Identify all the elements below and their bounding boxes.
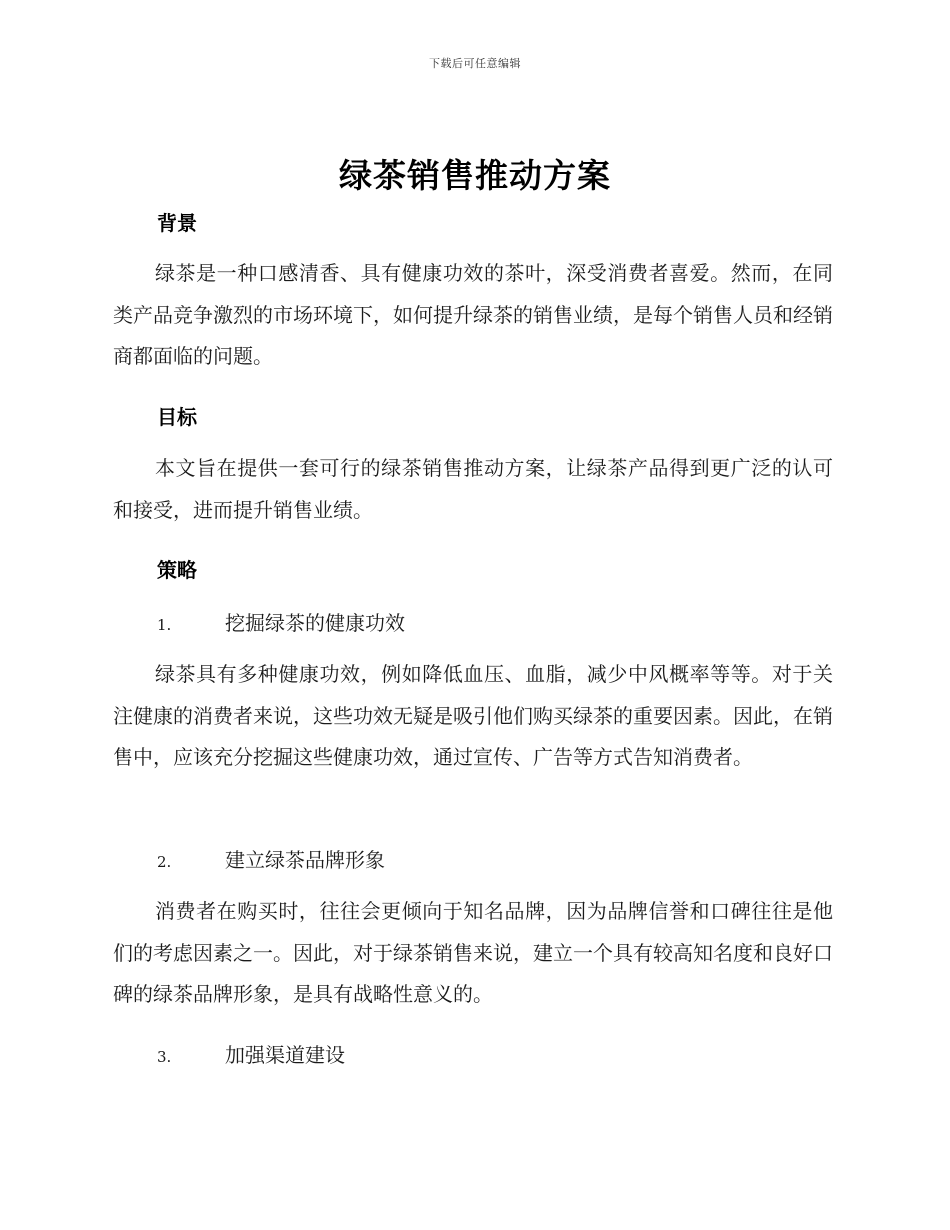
- section-heading-background: 背景: [157, 211, 197, 235]
- strategy-item-title: 加强渠道建设: [225, 1043, 345, 1067]
- strategy-item-number: 2.: [157, 853, 172, 871]
- strategy-item-title: 挖掘绿茶的健康功效: [225, 611, 405, 635]
- strategy-item-number: 3.: [157, 1048, 172, 1066]
- paragraph-strategy-1: 绿茶具有多种健康功效，例如降低血压、血脂，减少中风概率等等。对于关注健康的消费者来说，这些功效无疑是吸引他们购买绿茶的重要因素。因此，在销售中，应该充分挖掘这些健康功效，通过宣传、广告等方式告知消费者。: [113, 662, 833, 769]
- strategy-item-2: [157, 844, 385, 873]
- document-title: 绿茶销售推动方案: [339, 156, 611, 195]
- paragraph-goal: 本文旨在提供一套可行的绿茶销售推动方案，让绿茶产品得到更广泛的认可和接受，进而提升销售业绩。: [113, 456, 833, 522]
- strategy-item-1: [157, 607, 405, 636]
- strategy-item-title: 建立绿茶品牌形象: [225, 848, 385, 872]
- strategy-item-number: 1.: [157, 616, 172, 634]
- paragraph-strategy-2: 消费者在购买时，往往会更倾向于知名品牌，因为品牌信誉和口碑往往是他们的考虑因素之一。因此，对于绿茶销售来说，建立一个具有较高知名度和良好口碑的绿茶品牌形象，是具有战略性意义的。: [113, 899, 833, 1006]
- paragraph-background: 绿茶是一种口感清香、具有健康功效的茶叶，深受消费者喜爱。然而，在同类产品竞争激烈的市场环境下，如何提升绿茶的销售业绩，是每个销售人员和经销商都面临的问题。: [113, 261, 833, 368]
- section-heading-goal: 目标: [157, 405, 197, 429]
- header-note: 下载后可任意编辑: [429, 57, 521, 70]
- strategy-item-3: [157, 1039, 345, 1068]
- section-heading-strategy: 策略: [157, 558, 197, 582]
